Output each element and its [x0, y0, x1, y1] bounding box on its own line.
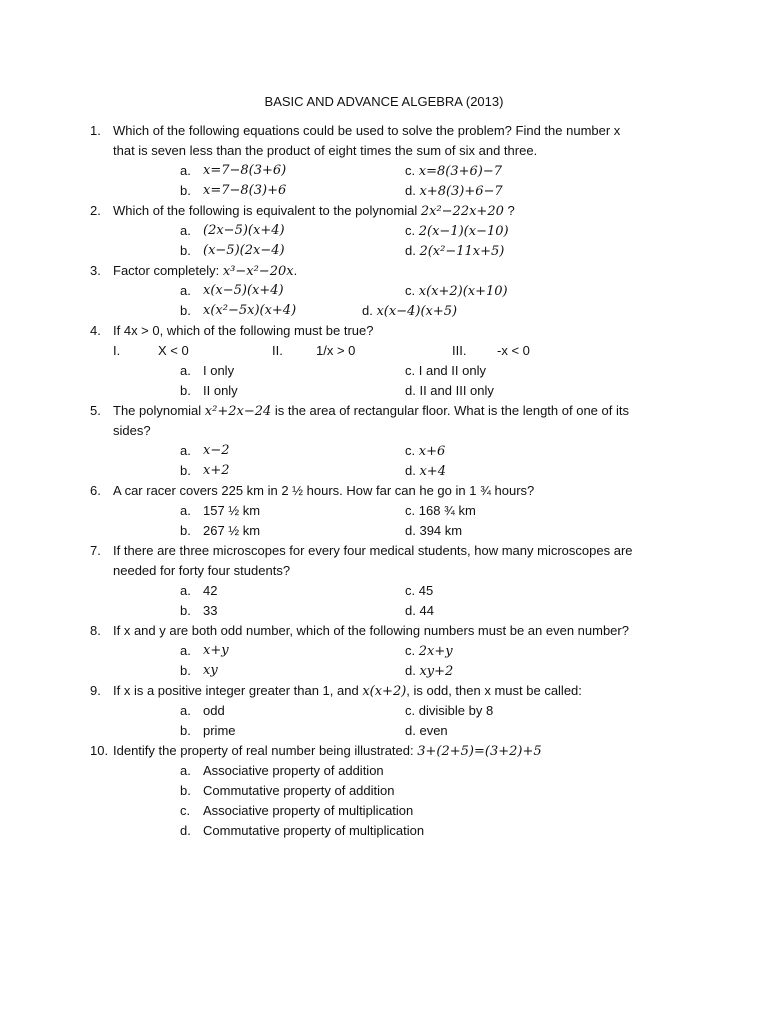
math-expression: x²+2x−24	[204, 404, 272, 419]
text-segment: needed for forty four students?	[113, 563, 291, 578]
question-stem	[0, 541, 768, 561]
option-right	[405, 501, 476, 521]
option-right	[405, 441, 445, 462]
option-right	[405, 161, 502, 182]
option-label: c.	[405, 443, 416, 458]
option-label: a.	[180, 503, 191, 518]
option-value: 42	[203, 583, 218, 598]
text-segment: , is odd, then x must be called:	[406, 683, 582, 698]
question-text	[113, 401, 629, 422]
question-item	[0, 681, 768, 741]
option-label: b.	[180, 303, 191, 318]
option-label: d.	[362, 303, 373, 318]
option-row	[0, 661, 768, 681]
option-label: a.	[180, 163, 191, 178]
question-item	[0, 201, 768, 261]
option-value: x=8(3+6)−7	[418, 164, 502, 179]
option-value: Associative property of multiplication	[203, 803, 414, 818]
question-text	[113, 141, 537, 161]
option-label: c.	[405, 583, 416, 598]
question-item	[0, 401, 768, 481]
question-stem	[0, 621, 768, 641]
question-stem	[0, 741, 768, 761]
option-label: d.	[405, 723, 416, 738]
text-segment: .	[293, 263, 298, 278]
option-value: Commutative property of multiplication	[203, 823, 425, 838]
question-number: 7.	[90, 543, 101, 558]
question-stem	[0, 481, 768, 501]
option-label: d.	[405, 243, 416, 258]
question-text	[113, 561, 290, 581]
option-right	[405, 641, 453, 662]
option-row	[0, 821, 768, 841]
option-label: a.	[180, 643, 191, 658]
option-row	[0, 581, 768, 601]
question-stem	[0, 681, 768, 701]
option-label: c.	[405, 643, 416, 658]
question-list	[0, 121, 768, 841]
question-number: 5.	[90, 403, 101, 418]
text-segment: If 4x > 0, which of the following must be true?	[113, 323, 374, 338]
option-value: prime	[203, 723, 236, 738]
text-segment: Which of the following is equivalent to the polynomial	[113, 203, 421, 218]
roman-label: II.	[272, 343, 283, 358]
question-number: 4.	[90, 323, 101, 338]
option-label: a.	[180, 583, 191, 598]
question-stem	[0, 321, 768, 341]
text-segment: Which of the following equations could be used to solve the problem? Find the number x	[113, 123, 621, 138]
option-row	[0, 241, 768, 261]
question-text	[113, 741, 542, 762]
option-label: d.	[405, 463, 416, 478]
option-row	[0, 301, 768, 321]
option-label: b.	[180, 383, 191, 398]
option-label: d.	[405, 523, 416, 538]
option-value: 267 ½ km	[203, 523, 261, 538]
option-right	[362, 301, 457, 322]
option-right	[405, 581, 433, 601]
option-value: x(x−5)(x+4)	[203, 283, 284, 298]
option-value: 33	[203, 603, 218, 618]
text-segment: A car racer covers 225 km in 2 ½ hours. How far can he go in 1 ¾ hours?	[113, 483, 535, 498]
option-label: c.	[405, 503, 416, 518]
option-value: I and II only	[418, 363, 486, 378]
option-label: c.	[405, 703, 416, 718]
text-segment: that is seven less than the product of eight times the sum of six and three.	[113, 143, 538, 158]
option-value: (x−5)(2x−4)	[203, 243, 285, 258]
option-value: divisible by 8	[418, 703, 494, 718]
question-text	[113, 541, 633, 561]
question-text	[113, 681, 582, 702]
roman-statement: -x < 0	[497, 343, 530, 358]
option-row	[0, 641, 768, 661]
option-label: b.	[180, 183, 191, 198]
option-right	[405, 181, 503, 202]
option-value: 44	[419, 603, 434, 618]
option-label: a.	[180, 223, 191, 238]
option-label: b.	[180, 723, 191, 738]
text-segment: Factor completely:	[113, 263, 223, 278]
option-label: b.	[180, 523, 191, 538]
option-value: xy	[203, 663, 218, 678]
option-value: 2(x²−11x+5)	[419, 244, 505, 259]
question-number: 2.	[90, 203, 101, 218]
option-label: b.	[180, 603, 191, 618]
option-label: a.	[180, 763, 191, 778]
option-row	[0, 441, 768, 461]
option-value: x(x+2)(x+10)	[418, 284, 508, 299]
question-text	[113, 421, 151, 441]
option-label: d.	[405, 183, 416, 198]
question-stem	[0, 201, 768, 221]
question-number: 3.	[90, 263, 101, 278]
option-value: x−2	[203, 443, 230, 458]
option-label: c.	[405, 283, 416, 298]
option-label: a.	[180, 363, 191, 378]
option-right	[405, 241, 504, 262]
option-label: c.	[405, 163, 416, 178]
option-row	[0, 221, 768, 241]
option-label: b.	[180, 243, 191, 258]
option-label: a.	[180, 703, 191, 718]
question-text	[113, 121, 620, 141]
option-row	[0, 721, 768, 741]
option-row	[0, 181, 768, 201]
text-segment: If x is a positive integer greater than 1, and	[113, 683, 363, 698]
question-stem-continued	[0, 421, 768, 441]
math-expression: 2x²−22x+20	[420, 204, 504, 219]
option-right	[405, 281, 508, 302]
text-segment: Identify the property of real number being illustrated:	[113, 743, 418, 758]
option-value: Commutative property of addition	[203, 783, 395, 798]
option-value: 157 ½ km	[203, 503, 261, 518]
question-item	[0, 481, 768, 541]
question-item	[0, 621, 768, 681]
option-label: a.	[180, 283, 191, 298]
question-number: 8.	[90, 623, 101, 638]
question-number: 9.	[90, 683, 101, 698]
option-label: d.	[405, 603, 416, 618]
page-title: BASIC AND ADVANCE ALGEBRA (2013)	[264, 94, 504, 109]
option-value: x=7−8(3)+6	[203, 183, 287, 198]
option-value: x+8(3)+6−7	[419, 184, 503, 199]
option-value: 2x+y	[418, 644, 453, 659]
option-label: c.	[180, 803, 191, 818]
option-value: x+6	[418, 444, 446, 459]
question-stem-continued	[0, 141, 768, 161]
option-label: b.	[180, 663, 191, 678]
option-value: xy+2	[419, 664, 454, 679]
question-text	[113, 201, 515, 222]
option-value: 45	[418, 583, 434, 598]
option-value: even	[419, 723, 448, 738]
option-value: II and III only	[419, 383, 494, 398]
question-number: 10.	[90, 743, 109, 758]
option-right	[405, 601, 434, 621]
option-value: II only	[203, 383, 238, 398]
option-label: d.	[405, 663, 416, 678]
text-segment: If x and y are both odd number, which of the following numbers must be an even number?	[113, 623, 629, 638]
option-row	[0, 521, 768, 541]
option-right	[405, 521, 462, 541]
question-item	[0, 121, 768, 201]
option-row	[0, 281, 768, 301]
option-row	[0, 761, 768, 781]
question-stem	[0, 401, 768, 421]
option-value: x(x²−5x)(x+4)	[203, 303, 297, 318]
option-right	[405, 361, 486, 381]
option-value: x+2	[203, 463, 230, 478]
text-segment: ?	[503, 203, 515, 218]
option-label: b.	[180, 783, 191, 798]
math-expression: x³−x²−20x	[222, 264, 294, 279]
option-value: x+4	[419, 464, 446, 479]
option-value: 2(x−1)(x−10)	[418, 224, 509, 239]
question-number: 1.	[90, 123, 101, 138]
option-label: c.	[405, 223, 416, 238]
option-row	[0, 601, 768, 621]
option-value: x(x−4)(x+5)	[376, 304, 458, 319]
option-value: I only	[203, 363, 235, 378]
question-number: 6.	[90, 483, 101, 498]
text-segment: If there are three microscopes for every four medical students, how many microscopes are	[113, 543, 633, 558]
option-label: a.	[180, 443, 191, 458]
option-label: b.	[180, 463, 191, 478]
option-right	[405, 381, 494, 401]
option-label: d.	[180, 823, 191, 838]
question-item	[0, 321, 768, 401]
text-segment: The polynomial	[113, 403, 205, 418]
option-right	[405, 661, 453, 682]
roman-statement: 1/x > 0	[316, 343, 356, 358]
math-expression: 3+(2+5)=(3+2)+5	[417, 744, 542, 759]
question-stem	[0, 261, 768, 281]
option-label: c.	[405, 363, 416, 378]
question-text	[113, 261, 297, 282]
option-value: Associative property of addition	[203, 763, 384, 778]
option-row	[0, 701, 768, 721]
option-row	[0, 381, 768, 401]
option-value: odd	[203, 703, 225, 718]
option-right	[405, 461, 446, 482]
roman-statements	[0, 341, 768, 361]
option-value: 168 ¾ km	[418, 503, 476, 518]
option-row	[0, 781, 768, 801]
roman-statement: X < 0	[158, 343, 189, 358]
roman-label: I.	[113, 343, 121, 358]
option-right	[405, 701, 493, 721]
option-right	[405, 221, 509, 242]
option-value: 394 km	[419, 523, 463, 538]
question-text	[113, 481, 534, 501]
question-text	[113, 321, 374, 341]
option-row	[0, 361, 768, 381]
option-row	[0, 501, 768, 521]
text-segment: is the area of rectangular floor. What is the length of one of its	[271, 403, 629, 418]
text-segment: sides?	[113, 423, 151, 438]
question-item	[0, 541, 768, 621]
option-row	[0, 801, 768, 821]
math-expression: x(x+2)	[362, 684, 407, 699]
question-stem-continued	[0, 561, 768, 581]
option-value: x+y	[203, 643, 229, 658]
question-item	[0, 741, 768, 841]
option-row	[0, 161, 768, 181]
question-stem	[0, 121, 768, 141]
option-value: (2x−5)(x+4)	[203, 223, 285, 238]
question-text	[113, 621, 629, 641]
roman-label: III.	[452, 343, 467, 358]
question-item	[0, 261, 768, 321]
option-row	[0, 461, 768, 481]
option-value: x=7−8(3+6)	[203, 163, 287, 178]
option-label: d.	[405, 383, 416, 398]
option-right	[405, 721, 448, 741]
